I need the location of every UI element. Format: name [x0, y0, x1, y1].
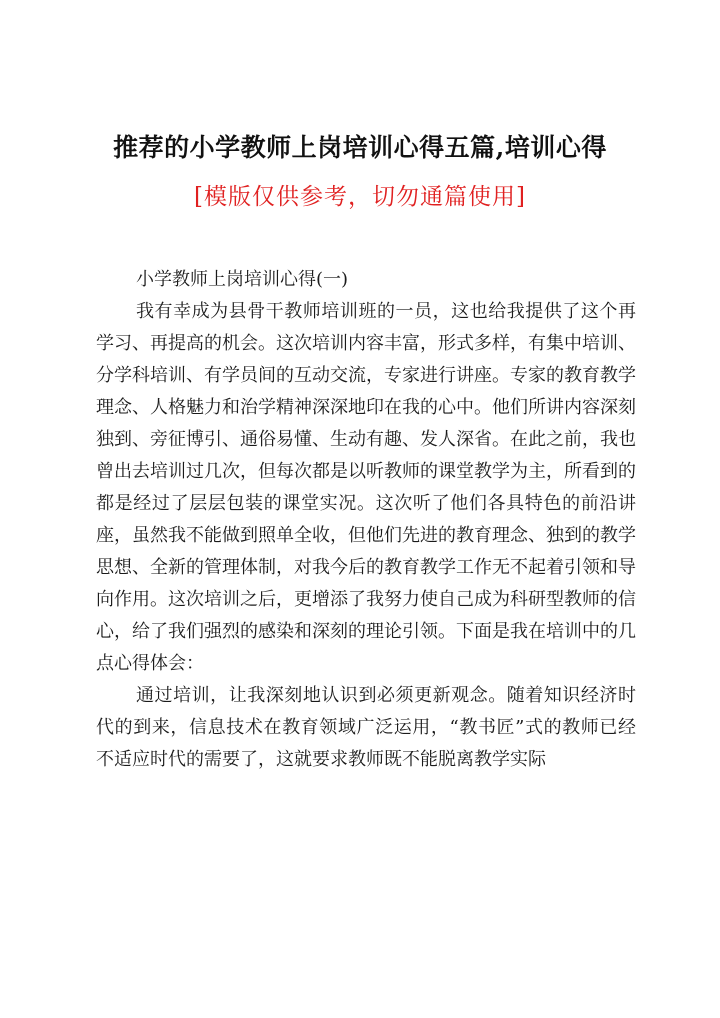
- document-title: 推荐的小学教师上岗培训心得五篇,培训心得: [113, 133, 607, 162]
- template-notice: [模版仅供参考，切勿通篇使用]: [194, 184, 526, 210]
- paragraph-2: 通过培训，让我深刻地认识到必须更新观念。随着知识经济时代的到来，信息技术在教育领域广泛运用，“教书匠”式的教师已经不适应时代的需要了，这就要求教师既不能脱离教学实际: [96, 685, 636, 770]
- paragraph-1: 我有幸成为县骨干教师培训班的一员，这也给我提供了这个再学习、再提高的机会。这次培训内容丰富，形式多样，有集中培训、分学科培训、有学员间的互动交流，专家进行讲座。专家的教育教学理念、人格魅力和治学精神深深地印在我的心中。他们所讲内容深刻独到、旁征博引、通俗易懂、生动有趣、发人深省。在此之前，我也曾出去培训过几次，但每次都是以听教师的课堂教学为主，所看到的都是经过了层层包装的课堂实况。这次听了他们各具特色的前沿讲座，虽然我不能做到照单全收，但他们先进的教育理念、独到的教学思想、全新的管理体制，对我今后的教育教学工作无不起着引领和导向作用。这次培训之后，更增添了我努力使自己成为科研型教师的信心，给了我们强烈的感染和深刻的理论引领。下面是我在培训中的几点心得体会：: [96, 301, 636, 674]
- document-body: [96, 264, 636, 776]
- section-heading: 小学教师上岗培训心得(一): [136, 269, 349, 290]
